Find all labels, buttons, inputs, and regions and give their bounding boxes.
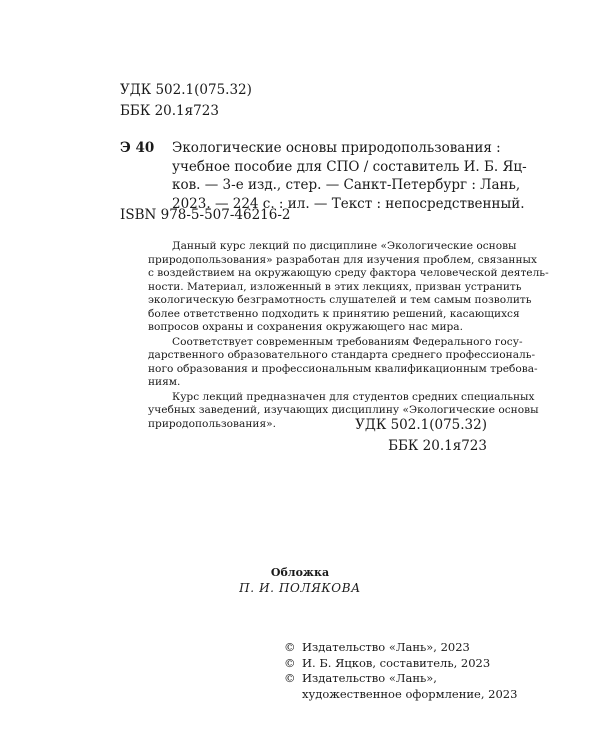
bbk-code: ББК 20.1я723 bbox=[120, 103, 219, 119]
annotation-line: с воздействием на окружающую среду фактора человеческой деятель- bbox=[148, 267, 549, 279]
copyright-symbol: © bbox=[284, 640, 296, 654]
bibliographic-line: учебное пособие для СПО / составитель И. Б. Яц- bbox=[172, 158, 527, 175]
bibliographic-line: 2023. — 224 с. : ил. — Текст : непосредственный. bbox=[172, 195, 525, 212]
udc-code: УДК 502.1(075.32) bbox=[355, 417, 487, 433]
cover-credit bbox=[0, 565, 600, 596]
catalog-entry bbox=[120, 139, 527, 213]
annotation-line: ного образования и профессиональным квалификационным требова- bbox=[148, 362, 538, 375]
classification-block-bottom bbox=[355, 415, 487, 457]
bibliographic-description bbox=[172, 139, 527, 213]
copyright-holder: Издательство «Лань», 2023 bbox=[302, 640, 470, 654]
copyright-block bbox=[284, 640, 517, 702]
copyright-entry bbox=[284, 656, 517, 672]
copyright-symbol: © bbox=[284, 655, 296, 670]
annotation-line: экологическую безграмотность слушателей и тем самым позволить bbox=[148, 294, 532, 306]
copyright-symbol: © bbox=[284, 671, 296, 685]
copyright-holder: Издательство «Лань», bbox=[302, 671, 437, 685]
annotation-line: дарственного образовательного стандарта среднего профессиональ- bbox=[148, 349, 536, 361]
copyright-entry bbox=[284, 640, 517, 656]
classification-block-top bbox=[120, 80, 252, 122]
cover-artist: П. И. ПОЛЯКОВА bbox=[239, 581, 361, 595]
annotation-line: более ответственно подходить к принятию решений, касающихся bbox=[148, 307, 520, 320]
annotation-line: ниям. bbox=[148, 376, 181, 388]
annotation-paragraph bbox=[148, 335, 538, 390]
copyright-holder-continued: художественное оформление, 2023 bbox=[302, 686, 518, 701]
annotation-line: ности. Материал, изложенный в этих лекциях, призван устранить bbox=[148, 280, 522, 293]
annotation-line: учебных заведений, изучающих дисциплину «Экологические основы bbox=[148, 404, 539, 416]
cover-label: Обложка bbox=[270, 566, 330, 579]
annotation bbox=[148, 240, 549, 432]
annotation-paragraph bbox=[148, 240, 549, 335]
annotation-line: природопользования». bbox=[148, 417, 276, 430]
annotation-line: Соответствует современным требованиям Федерального госу- bbox=[172, 335, 523, 348]
annotation-line: Курс лекций предназначен для студентов средних специальных bbox=[172, 390, 535, 403]
bibliographic-line: Экологические основы природопользования : bbox=[172, 140, 501, 156]
bibliographic-line: ков. — 3-е изд., стер. — Санкт-Петербург : Лань, bbox=[172, 177, 521, 193]
author-mark: Э 40 bbox=[120, 140, 155, 156]
isbn: ISBN 978-5-507-46216-2 bbox=[120, 207, 291, 223]
annotation-line: вопросов охраны и сохранения окружающего нас мира. bbox=[148, 321, 463, 333]
annotation-line: Данный курс лекций по дисциплине «Экологические основы bbox=[172, 240, 517, 252]
annotation-line: природопользования» разработан для изучения проблем, связанных bbox=[148, 253, 537, 266]
copyright-holder: И. Б. Яцков, составитель, 2023 bbox=[302, 655, 491, 670]
udc-code: УДК 502.1(075.32) bbox=[120, 82, 252, 98]
bbk-code: ББК 20.1я723 bbox=[388, 438, 487, 454]
copyright-entry bbox=[284, 671, 517, 687]
